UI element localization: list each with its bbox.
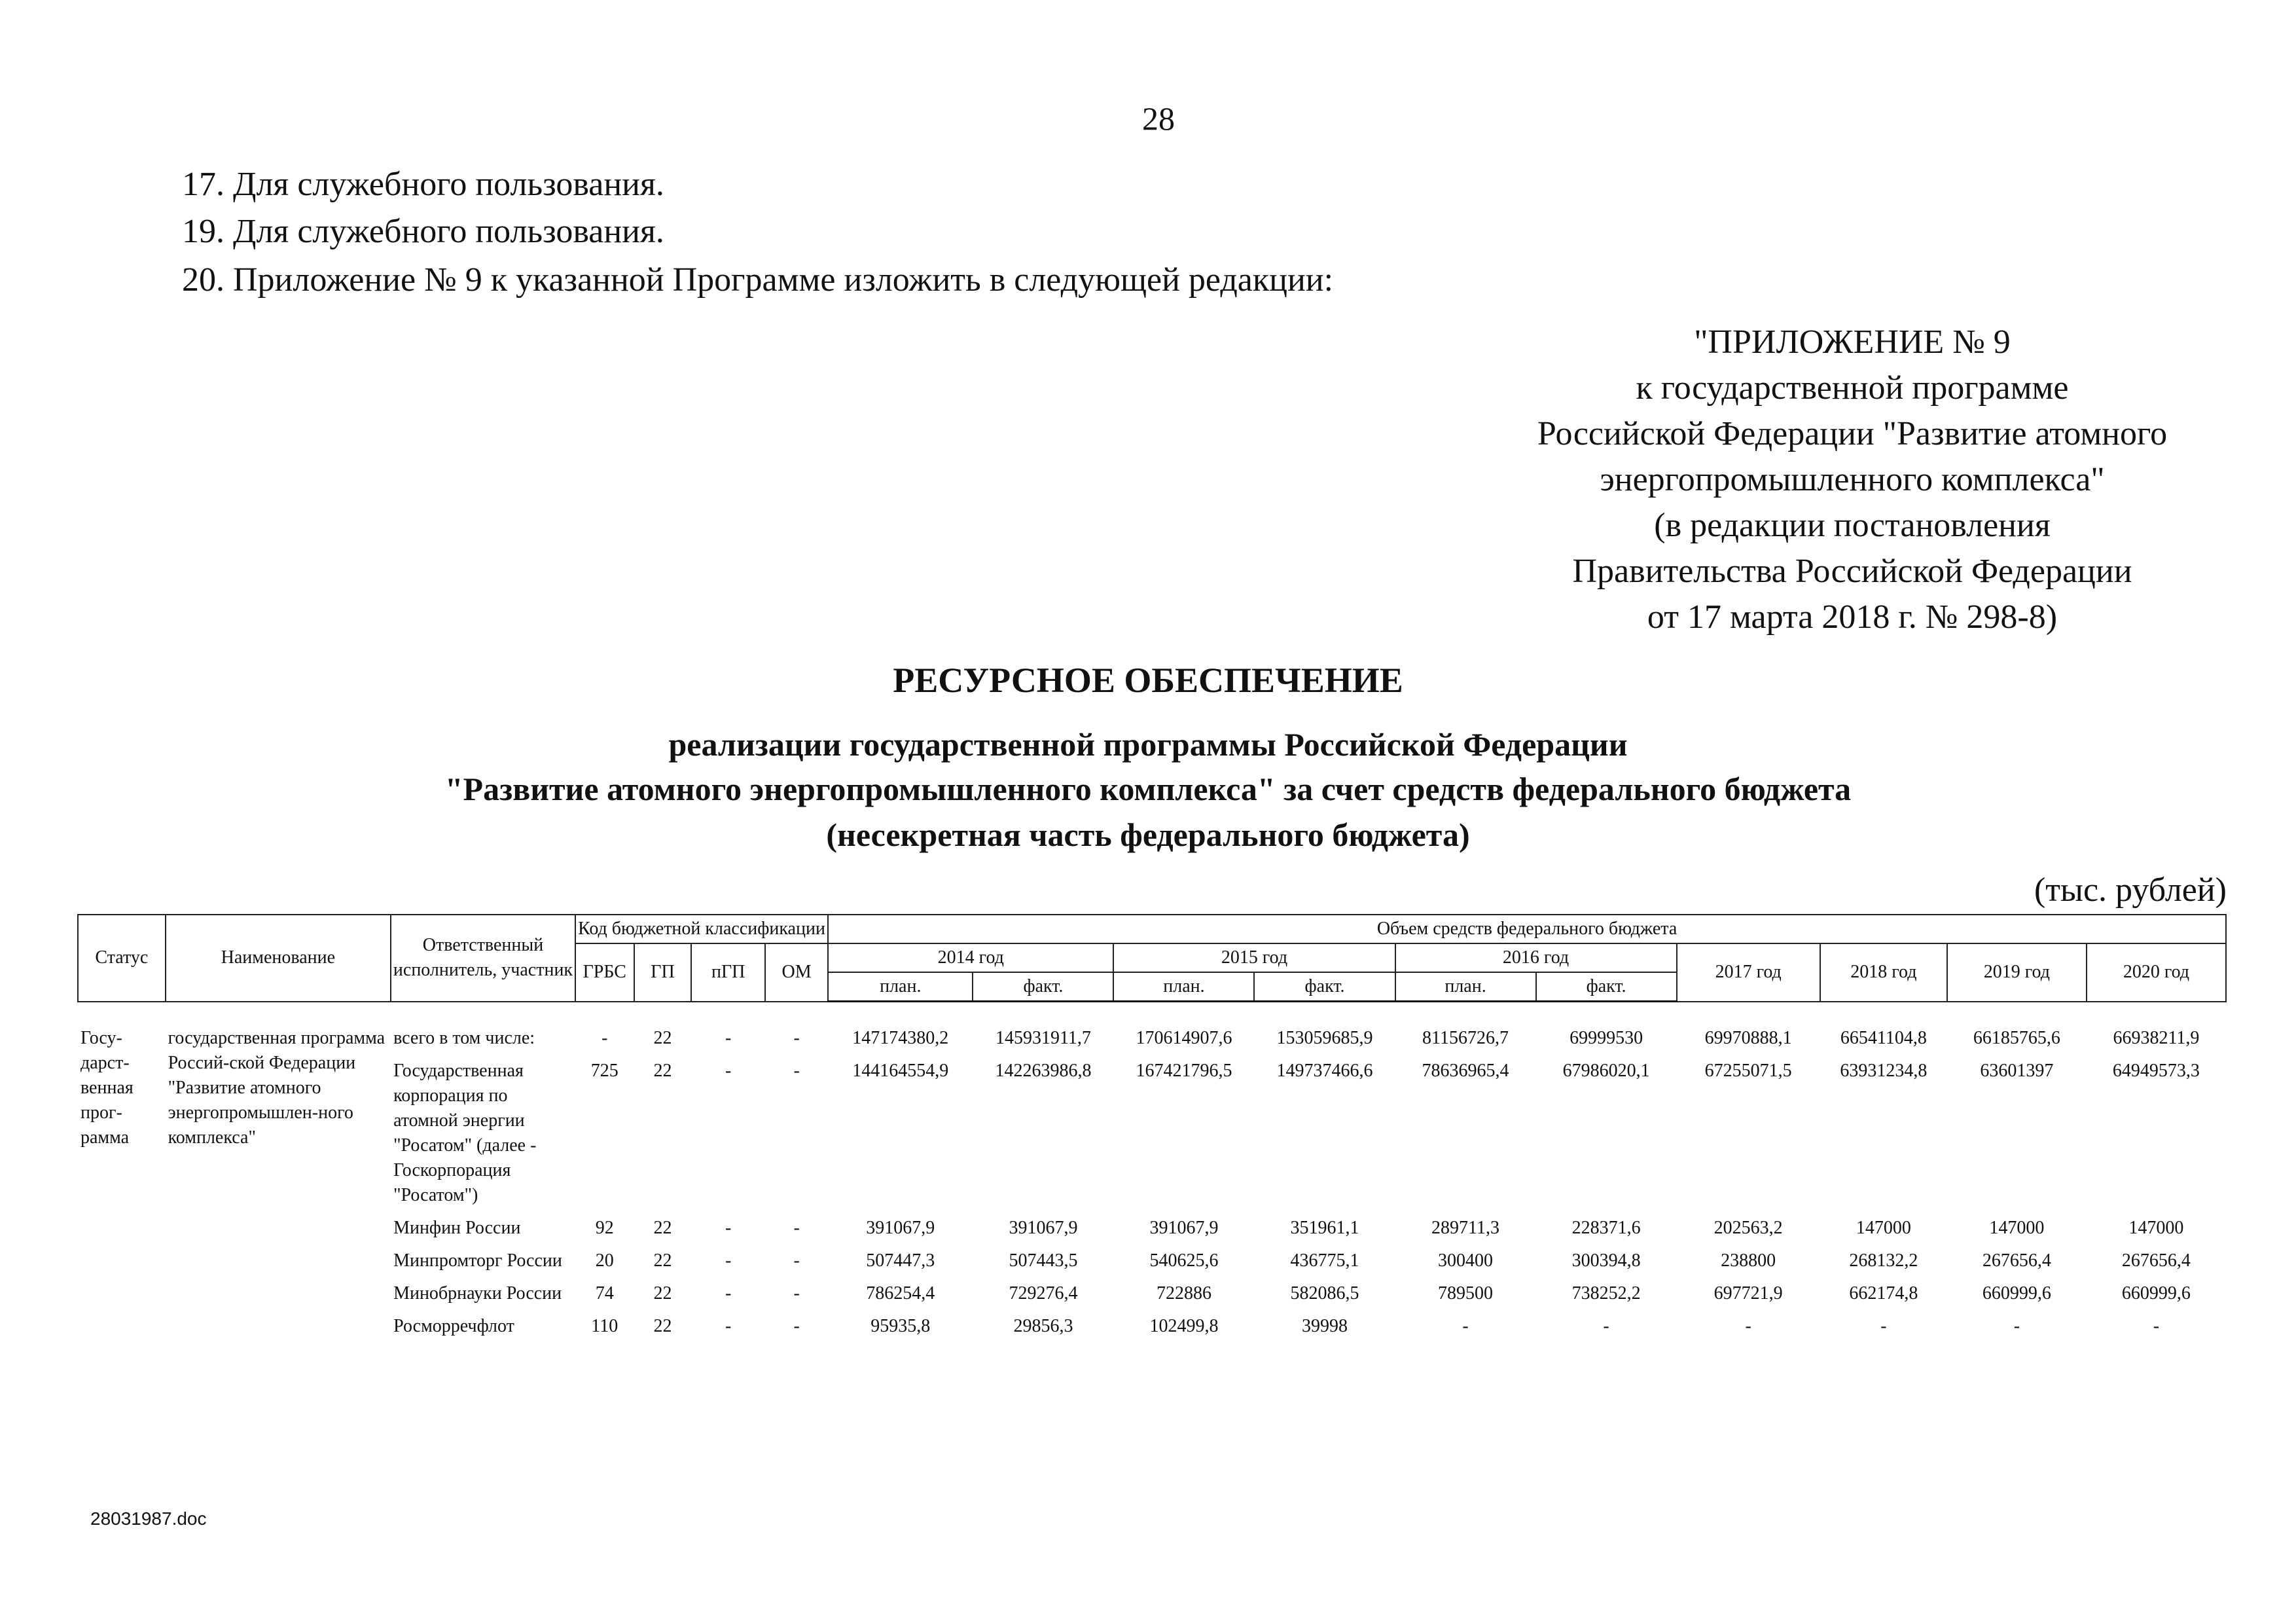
table-row (78, 1002, 2226, 1055)
value-cell: 300394,8 (1571, 1250, 1641, 1271)
name-cell: государственная программа Россий-ской Федерации "Развитие атомного энергопромышлен-ного комплекса" (168, 1027, 386, 1148)
value-cell: 66185765,6 (1973, 1027, 2060, 1048)
value-cell: 78636965,4 (1422, 1061, 1509, 1081)
table-row (78, 1055, 2226, 1212)
value-cell: 391067,9 (866, 1218, 935, 1238)
page-number: 28 (1142, 100, 1175, 137)
table-header-row (78, 915, 2226, 943)
value-cell: 729276,4 (1009, 1283, 1078, 1304)
value-cell: 660999,6 (2121, 1283, 2191, 1304)
document-subtitle: "Развитие атомного энергопромышленного комплекса" за счет средств федерального бюджета (444, 771, 1852, 807)
grbs-cell: 92 (595, 1218, 614, 1238)
pgp-cell: - (725, 1316, 732, 1336)
value-cell: 64949573,3 (2112, 1061, 2200, 1081)
document-subtitle: (несекретная часть федерального бюджета) (826, 816, 1470, 853)
value-cell: 144164554,9 (852, 1061, 949, 1081)
value-cell: 81156726,7 (1422, 1028, 1509, 1048)
appendix-line: энергопромышленного комплекса" (1600, 461, 2105, 498)
pgp-cell: - (725, 1250, 732, 1271)
value-cell: 95935,8 (870, 1316, 931, 1336)
value-cell: 697721,9 (1713, 1283, 1783, 1304)
value-cell: 391067,9 (1149, 1218, 1219, 1238)
value-cell: 147000 (1856, 1218, 1911, 1238)
header-year-2020: 2020 год (2087, 943, 2226, 1002)
value-cell: 67986020,1 (1562, 1061, 1650, 1081)
value-cell: 66541104,8 (1840, 1027, 1927, 1048)
grbs-cell: 20 (595, 1250, 614, 1271)
executor-cell: Минфин России (393, 1218, 521, 1238)
value-cell: 300400 (1438, 1250, 1494, 1271)
pgp-cell: - (725, 1061, 732, 1081)
table-row (78, 1212, 2226, 1245)
gp-cell: 22 (653, 1283, 672, 1304)
value-cell: 789500 (1438, 1283, 1494, 1304)
value-cell: 391067,9 (1009, 1218, 1078, 1238)
value-cell: 660999,6 (1982, 1283, 2051, 1304)
grbs-cell: - (601, 1027, 608, 1048)
executor-cell: Минпромторг России (393, 1250, 562, 1271)
header-year-2018: 2018 год (1820, 943, 1947, 1002)
om-cell: - (793, 1316, 800, 1336)
executor-cell: Минобрнауки России (393, 1283, 562, 1304)
header-year-2017: 2017 год (1677, 943, 1820, 1002)
header-year-2015: 2015 год (1113, 943, 1395, 972)
value-cell: 147174380,2 (852, 1028, 949, 1048)
table-row (78, 1310, 2226, 1343)
value-cell: 507443,5 (1009, 1250, 1078, 1271)
value-cell: 228371,6 (1571, 1218, 1641, 1238)
value-cell: 351961,1 (1290, 1218, 1359, 1238)
header-pgp: пГП (691, 943, 765, 1002)
value-cell: 147000 (2128, 1218, 2184, 1238)
gp-cell: 22 (653, 1218, 672, 1238)
value-cell: 289711,3 (1431, 1218, 1500, 1238)
header-om: ОМ (765, 943, 828, 1002)
executor-cell: Государственная корпорация по атомной энергии "Росатом" (далее - Госкорпорация "Росатом") (393, 1061, 537, 1205)
value-cell: 145931911,7 (995, 1028, 1091, 1048)
gp-cell: 22 (653, 1061, 672, 1081)
value-cell: - (2153, 1316, 2160, 1336)
value-cell: 722886 (1156, 1283, 1211, 1304)
om-cell: - (793, 1283, 800, 1304)
pgp-cell: - (725, 1218, 732, 1238)
value-cell: 29856,3 (1013, 1316, 1073, 1336)
header-grbs: ГРБС (575, 943, 634, 1002)
value-cell: 153059685,9 (1276, 1028, 1373, 1048)
value-cell: 238800 (1721, 1250, 1776, 1271)
footer-filename: 28031987.doc (90, 1508, 207, 1529)
value-cell: 63931234,8 (1840, 1061, 1928, 1081)
header-year-2014: 2014 год (828, 943, 1113, 972)
header-fact-2014: факт. (973, 972, 1113, 1002)
grbs-cell: 725 (590, 1061, 619, 1081)
units-label: (тыс. рублей) (2034, 871, 2227, 909)
value-cell: 142263986,8 (995, 1061, 1092, 1081)
gp-cell: 22 (653, 1250, 672, 1271)
value-cell: 267656,4 (1982, 1250, 2051, 1271)
value-cell: 66938211,9 (2113, 1027, 2200, 1048)
header-executor: Ответственный исполнитель, участник (391, 915, 575, 1002)
value-cell: 69999530 (1570, 1028, 1643, 1048)
resource-table (77, 914, 2227, 1343)
appendix-line: Российской Федерации "Развитие атомного (1537, 415, 2168, 452)
header-fact-2015: факт. (1254, 972, 1395, 1002)
status-cell: Госу-дарст-венная прог-рамма (81, 1027, 134, 1148)
value-cell: 63601397 (1980, 1061, 2054, 1081)
header-plan-2015: план. (1113, 972, 1254, 1002)
appendix-line: от 17 марта 2018 г. № 298-8) (1647, 598, 2058, 636)
table-row (78, 1245, 2226, 1277)
value-cell: 786254,4 (866, 1283, 935, 1304)
appendix-line: Правительства Российской Федерации (1572, 553, 2132, 590)
value-cell: 39998 (1302, 1316, 1348, 1336)
header-volume: Объем средств федерального бюджета (828, 915, 2226, 943)
gp-cell: 22 (653, 1027, 672, 1048)
om-cell: - (793, 1027, 800, 1048)
document-title: РЕСУРСНОЕ ОБЕСПЕЧЕНИЕ (893, 661, 1403, 700)
header-fact-2016: факт. (1536, 972, 1677, 1002)
om-cell: - (793, 1061, 800, 1081)
value-cell: 147000 (1989, 1218, 2045, 1238)
header-year-2016: 2016 год (1395, 943, 1677, 972)
pgp-cell: - (725, 1027, 732, 1048)
paragraph-20: 20. Приложение № 9 к указанной Программе изложить в следующей редакции: (182, 261, 1334, 299)
value-cell: - (1745, 1316, 1751, 1336)
header-budget-code: Код бюджетной классификации (575, 915, 828, 943)
value-cell: - (1603, 1316, 1609, 1336)
pgp-cell: - (725, 1283, 732, 1304)
header-name: Наименование (166, 915, 391, 1002)
document-subtitle: реализации государственной программы Российской Федерации (668, 726, 1628, 763)
value-cell: - (1880, 1316, 1887, 1336)
value-cell: - (1462, 1316, 1469, 1336)
paragraph-19: 19. Для служебного пользования. (182, 213, 664, 250)
appendix-line: (в редакции постановления (1654, 507, 2051, 544)
header-gp: ГП (634, 943, 692, 1002)
value-cell: 170614907,6 (1136, 1028, 1232, 1048)
appendix-line: "ПРИЛОЖЕНИЕ № 9 (1694, 323, 2011, 361)
value-cell: 267656,4 (2121, 1250, 2191, 1271)
value-cell: 167421796,5 (1136, 1061, 1232, 1081)
appendix-line: к государственной программе (1636, 369, 2069, 407)
value-cell: 582086,5 (1290, 1283, 1359, 1304)
table-row (78, 1277, 2226, 1310)
value-cell: - (2013, 1316, 2020, 1336)
om-cell: - (793, 1250, 800, 1271)
value-cell: 507447,3 (866, 1250, 935, 1271)
executor-cell: Росморречфлот (393, 1316, 514, 1336)
header-status: Статус (78, 915, 166, 1002)
value-cell: 149737466,6 (1276, 1061, 1373, 1081)
paragraph-17: 17. Для служебного пользования. (182, 166, 664, 203)
executor-cell: всего в том числе: (393, 1027, 535, 1048)
header-plan-2016: план. (1395, 972, 1536, 1002)
value-cell: 69970888,1 (1704, 1027, 1792, 1048)
value-cell: 102499,8 (1149, 1316, 1219, 1336)
header-plan-2014: план. (828, 972, 973, 1002)
value-cell: 436775,1 (1290, 1250, 1359, 1271)
appendix-header (1427, 319, 2278, 640)
value-cell: 202563,2 (1713, 1218, 1783, 1238)
value-cell: 540625,6 (1149, 1250, 1219, 1271)
value-cell: 738252,2 (1571, 1283, 1641, 1304)
header-year-2019: 2019 год (1947, 943, 2087, 1002)
om-cell: - (793, 1218, 800, 1238)
value-cell: 662174,8 (1849, 1283, 1918, 1304)
value-cell: 67255071,5 (1704, 1061, 1792, 1081)
grbs-cell: 110 (591, 1316, 619, 1336)
value-cell: 268132,2 (1849, 1250, 1918, 1271)
gp-cell: 22 (653, 1316, 672, 1336)
grbs-cell: 74 (595, 1283, 614, 1304)
